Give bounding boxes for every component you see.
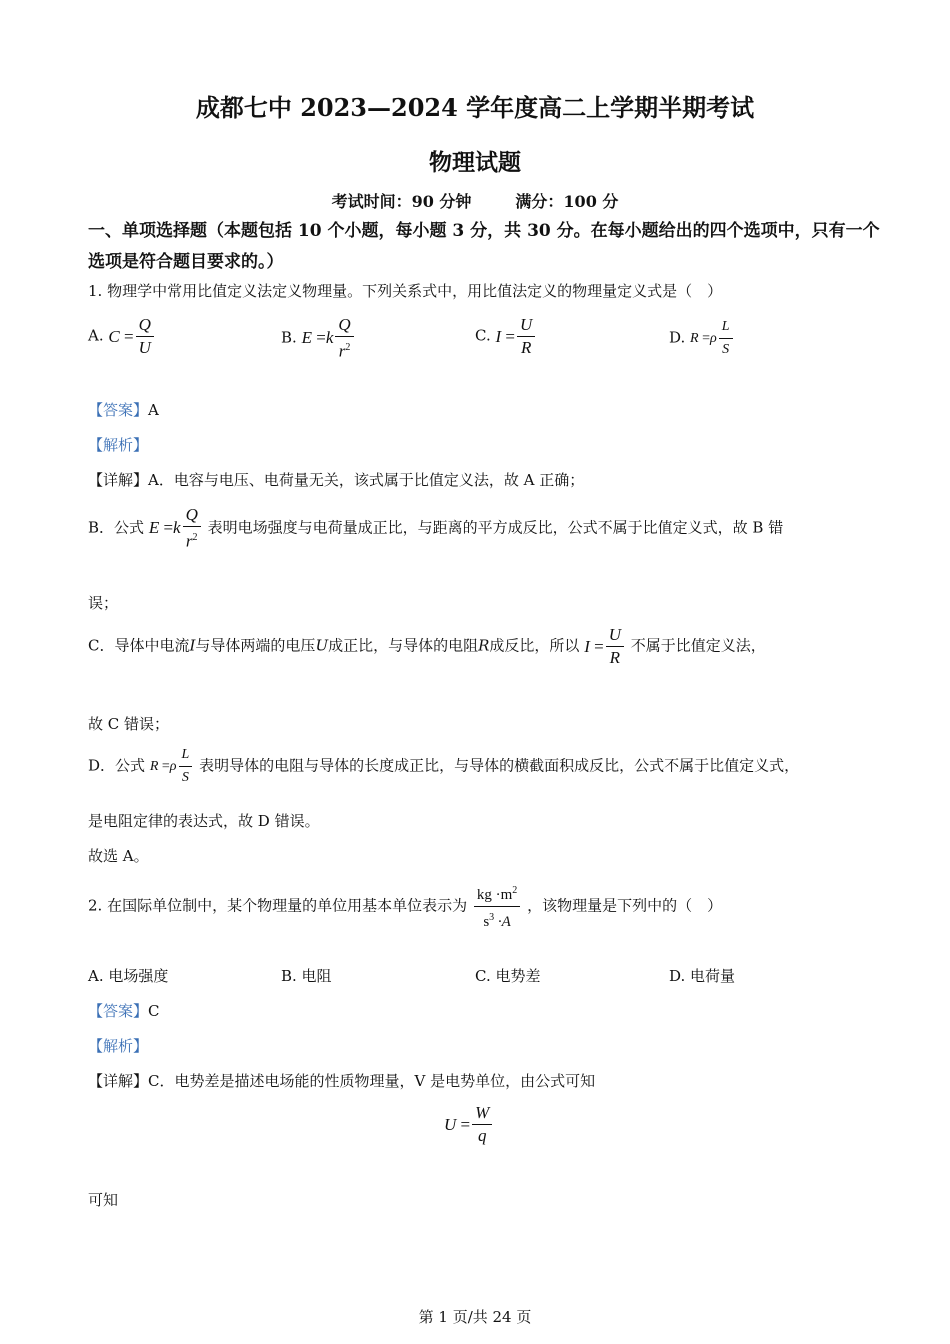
q1-detail-d-cont: 是电阻定律的表达式，故 D 错误。	[88, 812, 320, 830]
q1-detail-c-cont: 故 C 错误；	[88, 715, 170, 733]
section-heading: 一、单项选择题（本题包括 10 个小题，每小题 3 分，共 30 分。在每小题给出的四个选项中，只有一个选项是符合题目要求的。）	[88, 221, 880, 272]
q1-detail-a: 【详解】A．电容与电压、电荷量无关，该式属于比值定义法，故 A 正确；	[88, 471, 585, 489]
q1-answer: 【答案】A	[88, 401, 159, 419]
q1-option-a: A. C = $\frac{Q}{U}$	[88, 314, 156, 359]
q1-stem: 1. 物理学中常用比值定义法定义物理量。下列关系式中，用比值法定义的物理量定义式是（ ）	[88, 282, 723, 300]
q1-detail-b: B．公式 E = k $\frac{Q}{r^2}$ 表明电场强度与电荷量成正比，与距离的平方成反比，公式不属于比值定义式，故 B 错	[88, 505, 784, 551]
q1-conclusion: 故选 A。	[88, 847, 149, 865]
exam-info	[0, 189, 950, 212]
subject-title: 物理试题	[429, 149, 521, 176]
q2-option-b: B. 电阻	[281, 967, 332, 985]
q2-analysis-tag: 【解析】	[88, 1037, 149, 1055]
page-footer: 第 1 页/共 24 页	[418, 1308, 532, 1326]
q2-detail: 【详解】C．电势差是描述电场能的性质物理量，V 是电势单位，由公式可知	[88, 1072, 596, 1090]
q2-option-c: C. 电势差	[475, 967, 541, 985]
q2-formula: U = $\frac{W}{q}$	[444, 1102, 494, 1147]
q1-option-b: B. E = k $\frac{Q}{r^2}$	[281, 314, 356, 363]
q2-tail: 可知	[88, 1191, 119, 1209]
exam-title: 成都七中 2023—2024 学年度高二上学期半期考试	[195, 93, 755, 122]
q1-detail-d: D．公式 R = ρ $\frac{L}{S}$ 表明导体的电阻与导体的长度成正比，与导体的横截面积成反比，公式不属于比值定义式，	[88, 744, 799, 789]
q1-detail-b-cont: 误；	[88, 594, 119, 612]
exam-time: 考试时间：90 分钟	[331, 192, 472, 211]
q1-analysis-tag: 【解析】	[88, 436, 149, 454]
q1-detail-c: C．导体中电流I与导体两端的电压U成正比，与导体的电阻R成反比，所以 I = $\frac{U}{R}$ 不属于比值定义法，	[88, 625, 766, 667]
q1-option-c: C. I = $\frac{U}{R}$	[475, 314, 537, 359]
q2-stem: 2. 在国际单位制中，某个物理量的单位用基本单位表示为 $\frac{kg \cdot m^2}{s^3 \cdot A}$ ，该物理量是下列中的（ ）	[88, 880, 722, 933]
q2-option-a: A. 电场强度	[88, 967, 169, 985]
q2-option-d: D. 电荷量	[669, 967, 736, 985]
exam-score: 满分：100 分	[515, 192, 619, 211]
q2-answer: 【答案】C	[88, 1002, 160, 1020]
q1-option-d: D. R = ρ $\frac{L}{S}$	[669, 316, 735, 361]
